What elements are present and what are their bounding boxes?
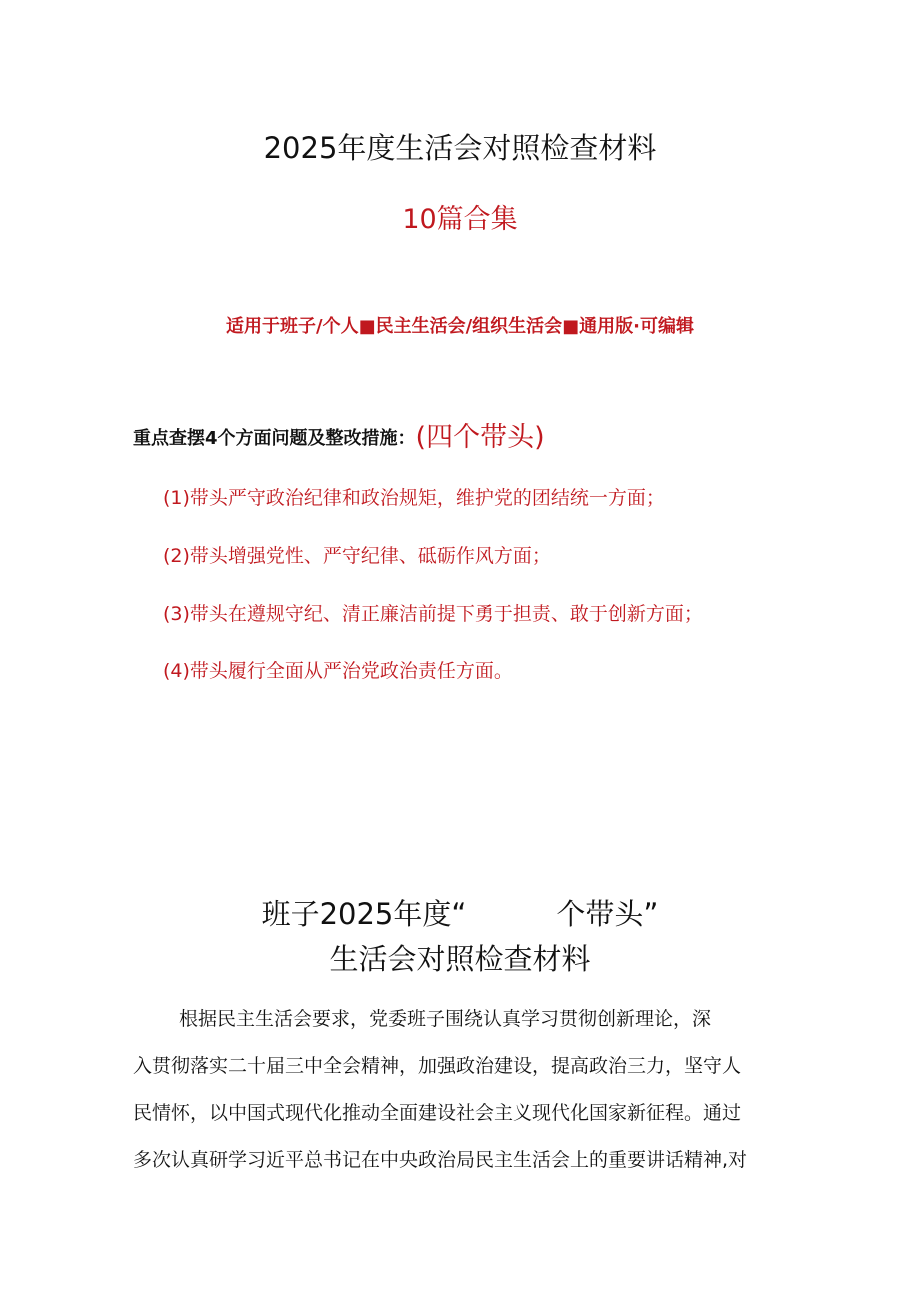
body-paragraph <box>133 996 783 1184</box>
paragraph-line-1: 根据民主生活会要求，党委班子围绕认真学习贯彻创新理论，深 <box>179 1008 712 1030</box>
section-title-line-2: 生活会对照检查材料 <box>329 942 591 976</box>
document-subtitle: 10篇合集 <box>402 204 518 235</box>
focus-item-3: (3)带头在遵规守纪、清正廉洁前提下勇于担责、敢于创新方面； <box>163 603 703 625</box>
focus-label: 重点查摆4个方面问题及整改措施： <box>133 428 416 449</box>
focus-item-2: (2)带头增强党性、严守纪律、砥砺作风方面； <box>163 545 551 567</box>
document-title: 2025年度生活会对照检查材料 <box>263 131 657 165</box>
usage-note: 适用于班子/个人■民主生活会/组织生活会■通用版·可编辑 <box>226 316 694 337</box>
focus-item-1: (1)带头严守政治纪律和政治规矩，维护党的团结统一方面； <box>163 487 665 509</box>
paragraph-line-4: 多次认真研学习近平总书记在中央政治局民主生活会上的重要讲话精神,对 <box>133 1149 748 1171</box>
paragraph-line-2: 入贯彻落实二十届三中全会精神，加强政治建设，提高政治三力，坚守人 <box>133 1055 742 1077</box>
focus-heading <box>133 421 545 456</box>
focus-item-4: (4)带头履行全面从严治党政治责任方面。 <box>163 660 513 682</box>
section-title-line-1 <box>0 893 920 935</box>
section-title-part-2: 个带头” <box>556 897 659 931</box>
section-title-part-1: 班子2025年度“ <box>261 897 467 931</box>
paragraph-line-3: 民情怀，以中国式现代化推动全面建设社会主义现代化国家新征程。通过 <box>133 1102 742 1124</box>
focus-accent: (四个带头) <box>415 422 545 453</box>
